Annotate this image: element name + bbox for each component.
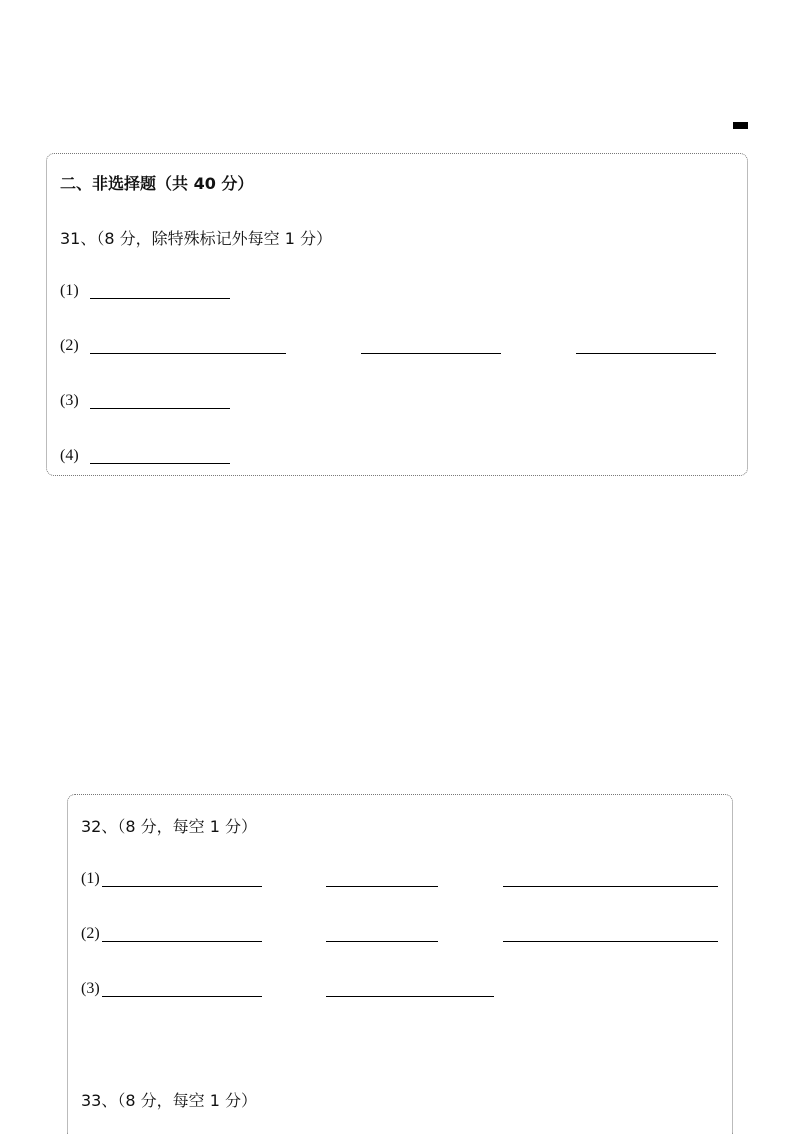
- q32-label-1: (1): [81, 870, 100, 887]
- q32-answer-line-1b[interactable]: [326, 886, 438, 887]
- q31-label-1: (1): [60, 282, 79, 299]
- q31-label-3: (3): [60, 392, 79, 409]
- question-33-title: 33、（8 分，每空 1 分）: [81, 1091, 257, 1110]
- q32-answer-line-3b[interactable]: [326, 996, 494, 997]
- q32-answer-line-3a[interactable]: [102, 996, 262, 997]
- q32-label-3: (3): [81, 980, 100, 997]
- q32-answer-line-2a[interactable]: [102, 941, 262, 942]
- q32-answer-line-1c[interactable]: [503, 886, 718, 887]
- q31-answer-line-2b[interactable]: [361, 353, 501, 354]
- answer-box-q32-q33: [67, 794, 733, 1134]
- q32-answer-line-2b[interactable]: [326, 941, 438, 942]
- registration-mark: [733, 122, 748, 129]
- q31-label-4: (4): [60, 447, 79, 464]
- question-32-title: 32、（8 分，每空 1 分）: [81, 817, 257, 836]
- q31-answer-line-1a[interactable]: [90, 298, 230, 299]
- q32-label-2: (2): [81, 925, 100, 942]
- answer-box-section-2: [46, 153, 748, 476]
- q32-answer-line-1a[interactable]: [102, 886, 262, 887]
- q31-answer-line-2c[interactable]: [576, 353, 716, 354]
- q32-answer-line-2c[interactable]: [503, 941, 718, 942]
- q31-label-2: (2): [60, 337, 79, 354]
- question-31-title: 31、（8 分，除特殊标记外每空 1 分）: [60, 229, 332, 248]
- q31-answer-line-4a[interactable]: [90, 463, 230, 464]
- q31-answer-line-2a[interactable]: [90, 353, 286, 354]
- section-title: 二、非选择题（共 40 分）: [60, 174, 254, 193]
- q31-answer-line-3a[interactable]: [90, 408, 230, 409]
